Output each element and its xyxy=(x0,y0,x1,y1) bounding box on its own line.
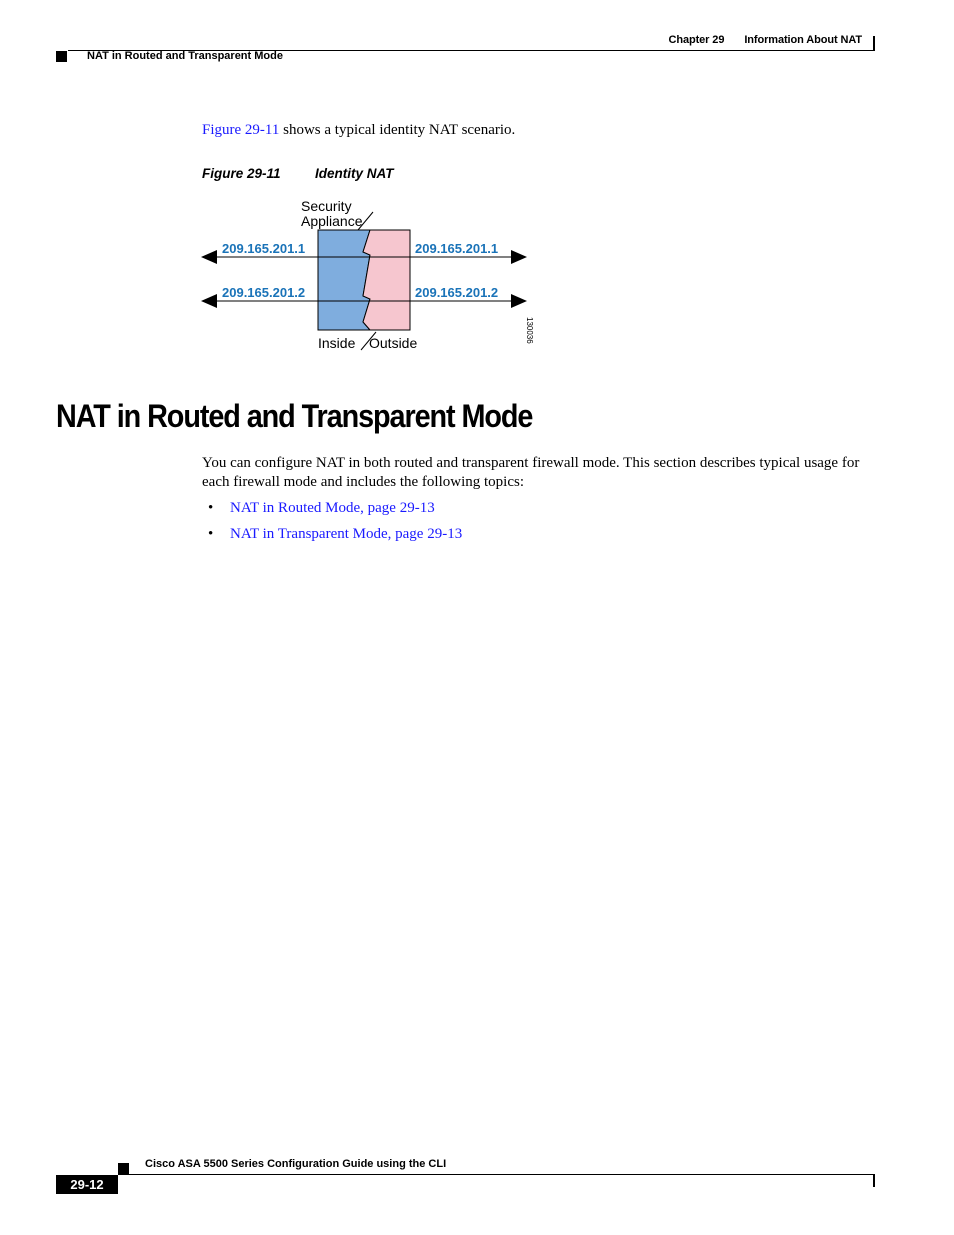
outside-ip-2: 209.165.201.2 xyxy=(415,285,499,300)
header-marker xyxy=(56,51,67,62)
arrow-right-2 xyxy=(511,294,527,308)
intro-sentence xyxy=(202,122,515,139)
figure-title: Identity NAT xyxy=(315,166,394,181)
outside-zone xyxy=(363,230,410,330)
device-label-line1: Security xyxy=(301,198,352,214)
inside-label: Inside xyxy=(318,335,356,351)
outside-label: Outside xyxy=(369,335,418,351)
list-item xyxy=(208,525,462,551)
figure-caption xyxy=(202,166,394,181)
chapter-title: Information About NAT xyxy=(744,34,862,46)
figure-link[interactable]: Figure 29-11 xyxy=(202,122,280,138)
bullet-icon: • xyxy=(208,526,214,542)
outside-ip-1: 209.165.201.1 xyxy=(415,241,499,256)
device-label-line2: Appliance xyxy=(301,213,363,229)
header-tick xyxy=(873,36,875,51)
bullet-icon: • xyxy=(208,500,214,516)
intro-text: shows a typical identity NAT scenario. xyxy=(279,122,516,138)
footer-rule xyxy=(118,1174,875,1175)
inside-ip-1: 209.165.201.1 xyxy=(222,241,306,256)
arrow-left-1 xyxy=(201,250,217,264)
footer-guide-title: Cisco ASA 5500 Series Configuration Guide using the CLI xyxy=(145,1158,447,1170)
identity-nat-diagram xyxy=(195,195,540,360)
arrow-left-2 xyxy=(201,294,217,308)
running-header-section: NAT in Routed and Transparent Mode xyxy=(87,50,283,62)
topic-link-routed[interactable]: NAT in Routed Mode, page 29-13 xyxy=(230,500,435,516)
page-number: 29-12 xyxy=(56,1175,118,1194)
chapter-number: Chapter 29 xyxy=(668,34,725,46)
section-paragraph: You can configure NAT in both routed and transparent firewall mode. This section describes typical usage for each firewall mode and includes the following topics: xyxy=(202,455,860,490)
inside-zone xyxy=(318,230,370,330)
topic-link-transparent[interactable]: NAT in Transparent Mode, page 29-13 xyxy=(230,526,463,542)
running-header-chapter xyxy=(668,34,862,46)
list-item xyxy=(208,499,462,525)
footer-marker xyxy=(118,1163,129,1174)
art-id: 130036 xyxy=(525,317,534,344)
footer-tick xyxy=(873,1174,875,1187)
section-title: NAT in Routed and Transparent Mode xyxy=(56,398,533,434)
inside-ip-2: 209.165.201.2 xyxy=(222,285,306,300)
topic-list xyxy=(208,499,462,551)
arrow-right-1 xyxy=(511,250,527,264)
figure-number: Figure 29-11 xyxy=(202,166,281,181)
